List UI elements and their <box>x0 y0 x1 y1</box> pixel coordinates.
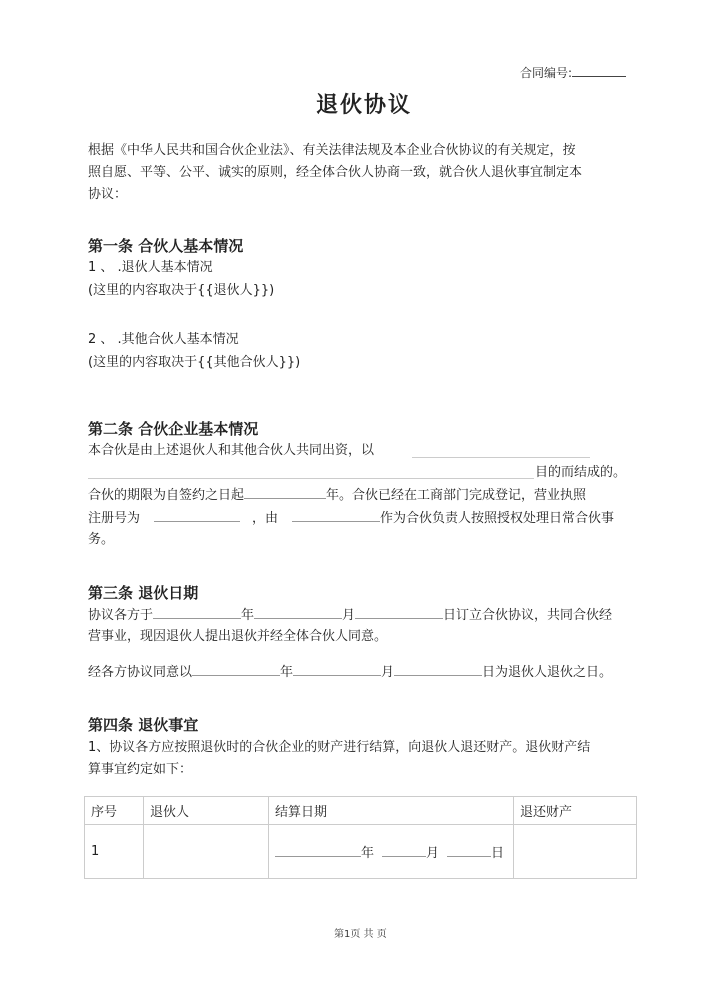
purpose-field-2[interactable] <box>88 478 534 479</box>
article-2-line-4: 注册号为 ，由 作为合伙负责人按照授权处理日常合伙事 <box>88 507 614 530</box>
table-row <box>85 825 637 879</box>
document-title: 退伙协议 <box>316 92 413 118</box>
article-3-line-2: 营事业，现因退伙人提出退伙并经全体合伙人同意。 <box>88 629 388 644</box>
article-2-line-1: 本合伙是由上述退伙人和其他合伙人共同出资，以 <box>88 443 375 458</box>
term-years-field[interactable] <box>244 484 326 499</box>
settlement-month-field[interactable] <box>382 842 426 857</box>
article-2-heading: 第二条 合伙企业基本情况 <box>88 420 259 438</box>
article-1-heading: 第一条 合伙人基本情况 <box>88 237 244 255</box>
agreement-month-field[interactable] <box>254 604 342 619</box>
article-3-line-3: 经各方协议同意以 年 月 日为退伙人退伙之日。 <box>88 661 612 684</box>
article-3-heading: 第三条 退伙日期 <box>88 584 199 602</box>
article-1-item-1-note: (这里的内容取决于{{退伙人}}) <box>88 283 275 298</box>
registration-number-field[interactable] <box>154 507 240 522</box>
contract-number-field[interactable] <box>572 64 626 77</box>
page-footer: 第1页 共 页 <box>334 929 387 940</box>
row-partner-cell[interactable] <box>144 825 269 879</box>
agreement-year-field[interactable] <box>153 604 241 619</box>
article-4-heading: 第四条 退伙事宜 <box>88 716 199 734</box>
contract-number <box>520 64 626 81</box>
preamble-line-3: 协议： <box>88 187 128 202</box>
preamble-line-2: 照自愿、平等、公平、诚实的原则，经全体合伙人协商一致，就合伙人退伙事宜制定本 <box>88 165 583 180</box>
agreement-day-field[interactable] <box>355 604 443 619</box>
article-4-line-2: 算事宜约定如下： <box>88 762 193 777</box>
purpose-field-1[interactable] <box>412 457 590 458</box>
withdrawal-month-field[interactable] <box>293 661 381 676</box>
responsible-partner-field[interactable] <box>292 507 380 522</box>
header-returned-property: 退还财产 <box>514 797 637 825</box>
article-2-line-5: 务。 <box>88 532 115 547</box>
article-1-item-2: 2 、 .其他合伙人基本情况 <box>88 332 239 347</box>
withdrawal-year-field[interactable] <box>192 661 280 676</box>
withdrawal-day-field[interactable] <box>394 661 482 676</box>
article-3-line-1: 协议各方于 年 月 日订立合伙协议，共同合伙经 <box>88 604 612 627</box>
article-2-line-3: 合伙的期限为自签约之日起 年。合伙已经在工商部门完成登记，营业执照 <box>88 484 586 507</box>
header-serial: 序号 <box>85 797 144 825</box>
article-2-line-2: 目的而结成的。 <box>535 465 627 480</box>
article-4-line-1: 1、协议各方应按照退伙时的合伙企业的财产进行结算，向退伙人退还财产。退伙财产结 <box>88 740 591 755</box>
contract-number-label: 合同编号: <box>520 66 573 80</box>
article-1-item-2-note: (这里的内容取决于{{其他合伙人}}) <box>88 355 301 370</box>
row-property-cell[interactable] <box>514 825 637 879</box>
preamble-line-1: 根据《中华人民共和国合伙企业法》、有关法律法规及本企业合伙协议的有关规定，按 <box>88 143 576 158</box>
table-header-row <box>85 797 637 825</box>
settlement-year-field[interactable] <box>275 842 361 857</box>
row-serial: 1 <box>85 825 144 879</box>
settlement-day-field[interactable] <box>447 842 491 857</box>
settlement-table <box>84 796 637 879</box>
row-date-cell: 年 月 日 <box>269 825 514 879</box>
header-settlement-date: 结算日期 <box>269 797 514 825</box>
header-withdrawing-partner: 退伙人 <box>144 797 269 825</box>
article-1-item-1: 1 、 .退伙人基本情况 <box>88 260 213 275</box>
